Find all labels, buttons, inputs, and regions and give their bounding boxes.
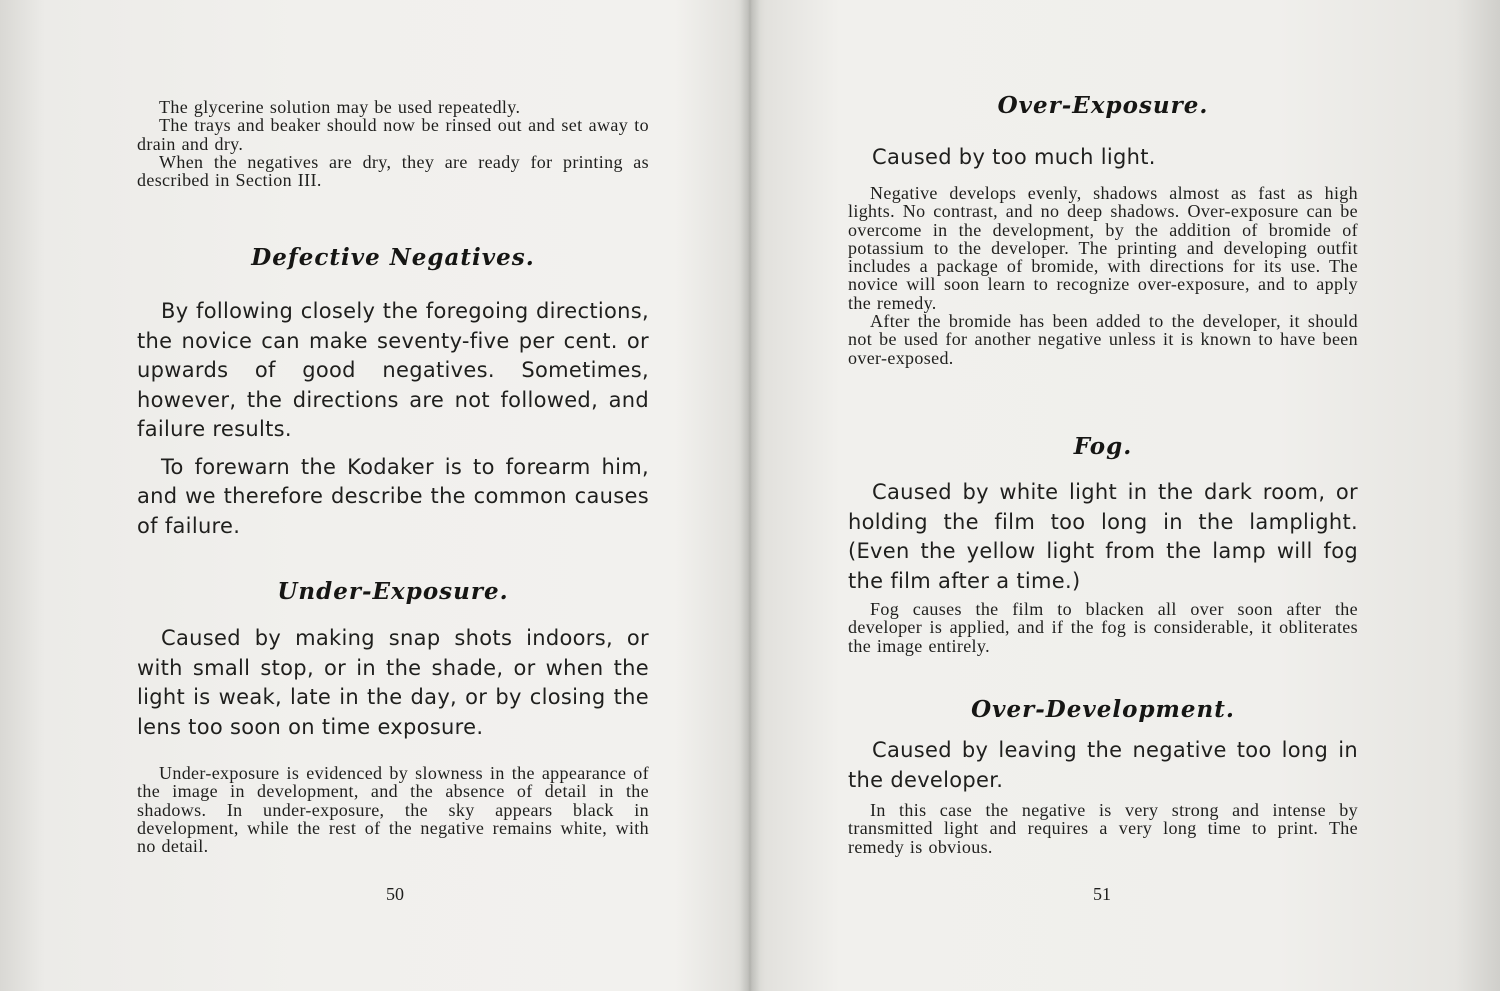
over-exposure-paragraph: After the bromide has been added to the developer, it should not be used for another negative unless it is known to have been over-exposed.: [848, 311, 1358, 368]
fog-cause: [848, 478, 1358, 596]
over-exposure-cause: [848, 143, 1358, 173]
over-development-detail: [848, 801, 1358, 856]
heading-defective-negatives: Defective Negatives.: [251, 244, 535, 271]
heading-over-exposure: Over-Exposure.: [997, 92, 1209, 119]
right-page: [752, 0, 1500, 991]
page-number-left: 50: [386, 884, 404, 904]
defective-paragraph: By following closely the foregoing directions, the novice can make seventy-five per cent. or upwards of good negatives. Sometimes, however, the directions are not followed, and failure results.: [137, 299, 649, 441]
defective-paragraph: To forewarn the Kodaker is to forearm him, and we therefore describe the common causes of failure.: [137, 454, 649, 538]
heading-fog: Fog.: [1073, 433, 1133, 460]
over-development-cause: [848, 736, 1358, 795]
under-exposure-detail: [137, 764, 649, 855]
intro-paragraph: The trays and beaker should now be rinsed out and set away to drain and dry.: [137, 115, 649, 154]
page-number-right: 51: [1093, 884, 1111, 904]
left-page: [0, 0, 748, 991]
heading-over-development: Over-Development.: [971, 696, 1235, 723]
fog-detail-text: Fog causes the film to blacken all over soon after the developer is applied, and if the fog is considerable, it obliterates the image entirely.: [848, 599, 1358, 656]
under-exposure-cause: [137, 624, 649, 742]
over-development-detail-text: In this case the negative is very strong and intense by transmitted light and requires a very long time to print. The remedy is obvious.: [848, 800, 1358, 857]
intro-paragraph: The glycerine solution may be used repeatedly.: [159, 97, 521, 117]
heading-under-exposure: Under-Exposure.: [277, 578, 509, 605]
fog-cause-text: Caused by white light in the dark room, or holding the film too long in the lamplight. (Even the yellow light from the lamp will fog the film after a time.): [848, 480, 1358, 593]
over-exposure-cause-text: Caused by too much light.: [872, 145, 1156, 169]
fog-detail: [848, 600, 1358, 655]
intro-text: [137, 98, 649, 189]
over-exposure-detail: [848, 184, 1358, 367]
over-development-cause-text: Caused by leaving the negative too long in the developer.: [848, 738, 1358, 792]
under-exposure-detail-text: Under-exposure is evidenced by slowness in the appearance of the image in development, and the absence of detail in the shadows. In under-exposure, the sky appears black in development, while the rest of the negative remains white, with no detail.: [137, 763, 649, 857]
intro-paragraph: When the negatives are dry, they are ready for printing as described in Section III.: [137, 151, 649, 191]
over-exposure-paragraph: Negative develops evenly, shadows almost as fast as high lights. No contrast, and no deep shadows. Over-exposure can be overcome in the development, by the addition of bromide of potassium to the developer. The printing and developing outfit includes a package of bromide, with directions for its use. The novice will soon learn to recognize over-exposure, and to apply the remedy.: [848, 183, 1358, 313]
under-exposure-cause-text: Caused by making snap shots indoors, or with small stop, or in the shade, or when the light is weak, late in the day, or by closing the lens too soon on time exposure.: [137, 626, 649, 739]
defective-negatives-text: [137, 297, 649, 541]
